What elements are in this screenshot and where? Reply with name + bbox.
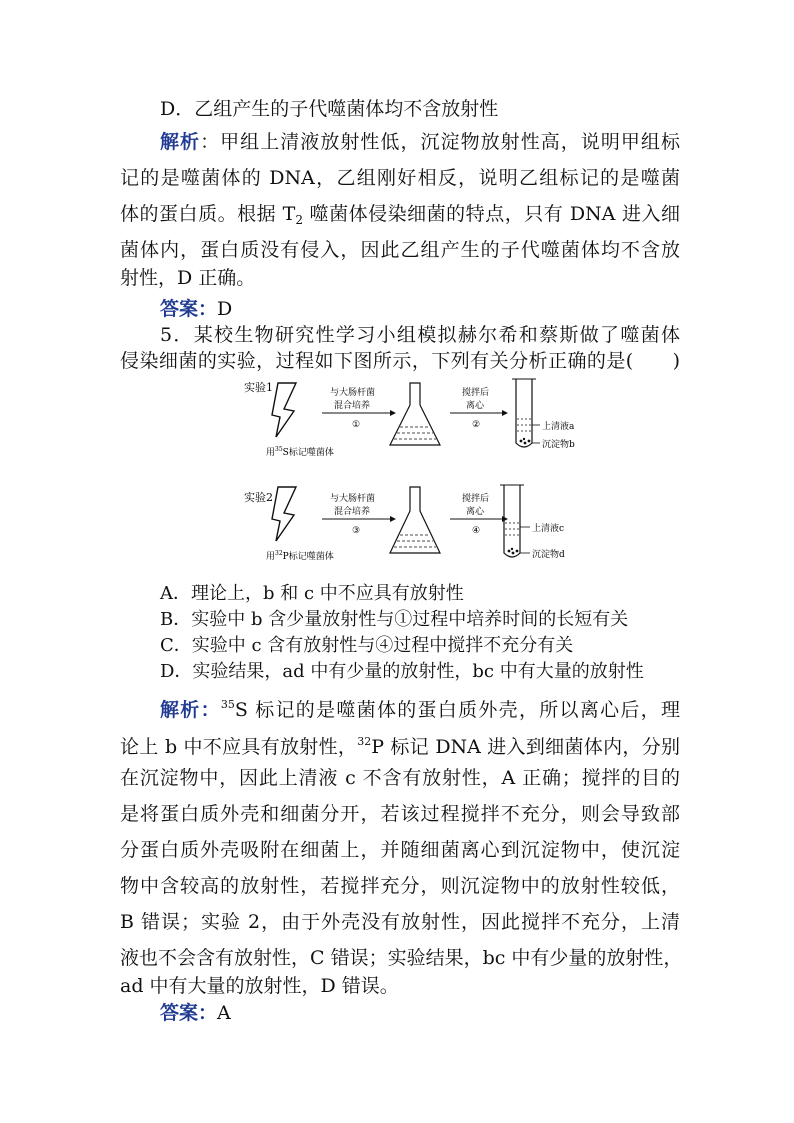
explanation-1-line-2: 记的是噬菌体的 DNA，乙组刚好相反，说明乙组标记的是噬菌	[120, 167, 680, 189]
explanation-2-line-6: 物中含较高的放射性，若搅拌充分，则沉淀物中的放射性较低，	[120, 875, 680, 897]
svg-text:与大肠杆菌: 与大肠杆菌	[330, 494, 376, 504]
answer-1: 答案：D	[160, 298, 233, 320]
svg-text:离心: 离心	[466, 401, 485, 411]
svg-text:实验2: 实验2	[244, 491, 273, 504]
svg-text:离心: 离心	[466, 507, 485, 517]
svg-text:①: ①	[352, 420, 361, 430]
flask-2	[390, 487, 440, 553]
explanation-2-line-5: 分蛋白质外壳吸附在细菌上，并随细菌离心到沉淀物中，使沉淀	[120, 839, 680, 861]
centrifuge-tube-2	[504, 485, 520, 557]
centrifuge-tube-1	[516, 379, 532, 447]
svg-text:搅拌后: 搅拌后	[462, 388, 490, 398]
experiment-2	[244, 485, 565, 562]
svg-text:搅拌后: 搅拌后	[462, 494, 490, 504]
svg-text:混合培养: 混合培养	[334, 401, 371, 411]
explanation-2-line-8: 液也不会含有放射性，C 错误；实验结果，bc 中有少量的放射性，	[120, 947, 683, 969]
svg-text:用32P标记噬菌体: 用$^{32}$P标记噬菌体	[266, 550, 334, 562]
explanation-2-line-7: B 错误；实验 2，由于外壳没有放射性，因此搅拌不充分，上清	[120, 911, 680, 933]
experiment-diagram	[240, 375, 580, 575]
option-d: D．实验结果，ad 中有少量的放射性，bc 中有大量的放射性	[160, 661, 644, 682]
explanation-2-line-3: 在沉淀物中，因此上清液 c 不含有放射性，A 正确；搅拌的目的	[120, 767, 680, 789]
explanation-1-line-4: 菌体内，蛋白质没有侵入，因此乙组产生的子代噬菌体均不含放	[120, 239, 680, 261]
previous-option-d: D．乙组产生的子代噬菌体均不含放射性	[160, 98, 499, 120]
svg-text:与大肠杆菌: 与大肠杆菌	[330, 388, 376, 398]
option-c: C．实验中 c 含有放射性与④过程中搅拌不充分有关	[160, 635, 574, 656]
phage-icon	[272, 487, 296, 541]
question-5-line-1: 5．某校生物研究性学习小组模拟赫尔希和蔡斯做了噬菌体	[160, 324, 680, 346]
option-b: B．实验中 b 含少量放射性与①过程中培养时间的长短有关	[160, 609, 629, 630]
explanation-2-line-9: ad 中有大量的放射性，D 错误。	[120, 975, 399, 997]
explanation-label: 解析	[160, 131, 201, 153]
question-5-line-2: 侵染细菌的实验，过程如下图所示，下列有关分析正确的是( )	[120, 350, 680, 372]
svg-text:④: ④	[472, 526, 481, 536]
explanation-2-line-4: 是将蛋白质外壳和细菌分开，若该过程搅拌不充分，则会导致部	[120, 803, 680, 825]
svg-text:上清液c: 上清液c	[532, 524, 565, 534]
svg-text:②: ②	[472, 420, 481, 430]
explanation-1-line-1: 解析：甲组上清液放射性低，沉淀物放射性高，说明甲组标	[160, 131, 680, 153]
explanation-2-line-2: 论上 b 中不应具有放射性，$^{32}$P 标记 DNA 进入到细菌体内，分别	[120, 735, 681, 758]
answer-2: 答案：A	[160, 1002, 231, 1024]
option-a: A．理论上，b 和 c 中不应具有放射性	[160, 583, 464, 604]
phage-icon	[272, 383, 296, 437]
svg-text:实验1: 实验1	[244, 381, 273, 394]
explanation-1-line-3: 体的蛋白质。根据 $T_2$ 噬菌体侵染细菌的特点，只有 DNA 进入细	[120, 203, 680, 227]
explanation-2-line-1: 解析：$^{35}$S 标记的是噬菌体的蛋白质外壳，所以离心后，理	[160, 698, 680, 721]
experiment-1	[244, 379, 575, 458]
svg-text:用35S标记噬菌体: 用$^{35}$S标记噬菌体	[266, 446, 334, 458]
svg-text:③: ③	[352, 526, 361, 536]
flask-1	[390, 383, 440, 445]
explanation-1-line-5: 射性，D 正确。	[120, 267, 256, 289]
svg-text:沉淀物b: 沉淀物b	[542, 440, 575, 450]
svg-text:沉淀物d: 沉淀物d	[532, 550, 565, 560]
svg-text:混合培养: 混合培养	[334, 507, 371, 517]
svg-text:上清液a: 上清液a	[542, 422, 575, 432]
